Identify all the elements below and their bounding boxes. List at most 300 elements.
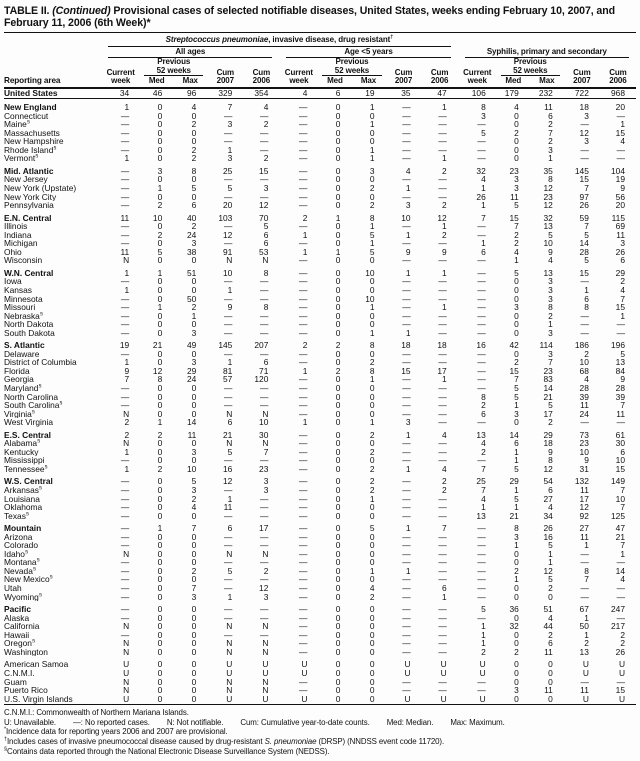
value-cell: 0 [157,221,163,232]
value-cell: 0 [514,583,519,594]
value-cell: 0 [335,165,341,176]
value-cell: 2 [157,229,163,240]
value-cell: U [440,659,447,670]
value-cell: 2 [620,629,625,640]
reporting-area-cell: Nebraska§ [4,311,43,321]
value-cell: 0 [157,319,163,330]
value-cell: — [299,391,308,402]
value-cell: — [477,531,486,542]
table-row [4,350,636,359]
value-cell: — [260,604,269,615]
value-cell: 17 [579,493,589,504]
value-cell: 1 [481,638,486,649]
value-cell: 0 [514,612,519,623]
value-cell: 14 [543,383,553,393]
value-cell: 3 [191,446,197,457]
value-cell: — [223,136,233,147]
value-cell: 1 [514,446,519,457]
value-cell: — [477,144,486,155]
value-cell: 145 [574,165,589,176]
title-part2: Provisional cases of selected notifiable diseases, United States, weeks ending February 10, 2007, and February 11, 2006 (6th Week)* [4,5,615,29]
footnote-marker: § [36,558,40,564]
value-cell: 50 [579,621,589,632]
value-cell: 8 [481,102,486,113]
table-row [4,401,636,410]
value-cell: 0 [157,502,163,513]
value-cell: — [402,531,411,542]
value-cell: — [260,612,269,623]
value-cell: 1 [442,374,447,385]
value-cell: — [299,438,308,449]
value-cell: — [438,685,447,696]
value-cell: 3 [191,238,197,249]
value-cell: 0 [369,191,375,202]
value-cell: — [438,604,447,615]
value-cell: 1 [335,212,341,223]
reporting-area-cell: Kansas [4,285,32,295]
value-cell: N [226,638,233,649]
value-cell: 21 [543,391,553,402]
value-cell: 0 [335,267,341,278]
value-cell: — [402,485,411,496]
reporting-area-cell: S. Atlantic [4,340,45,350]
value-cell: 7 [481,463,486,474]
value-cell: — [260,144,269,155]
value-cell: 10 [365,267,375,278]
value-cell: 0 [369,574,375,585]
value-cell: — [299,510,308,521]
value-cell: 2 [442,476,447,487]
value-cell: 0 [191,646,197,657]
value-cell: 4 [481,174,486,185]
table-row [4,231,636,240]
value-cell: 13 [476,429,486,440]
value-cell: — [438,510,447,521]
value-cell: 11 [580,485,589,496]
value-cell: — [402,574,411,585]
value-cell: — [402,284,411,295]
value-cell: 2 [157,429,163,440]
value-cell: 71 [259,365,269,376]
value-cell: 9 [124,365,130,376]
value-cell: — [438,629,447,640]
value-cell: 27 [543,493,553,504]
value-cell: 0 [369,548,375,559]
reporting-area-cell: American Samoa [4,659,69,669]
footnote-marker: § [37,439,41,445]
value-cell: 0 [157,612,163,623]
value-cell: 7 [620,400,625,411]
value-cell: — [299,476,308,487]
value-cell: 0 [335,531,341,542]
value-cell: — [616,557,625,568]
value-cell: — [260,191,269,202]
reporting-area-cell: Kentucky [4,447,39,457]
value-cell: 2 [369,357,375,368]
value-cell: 0 [369,174,375,185]
value-cell: 1 [157,302,163,313]
value-cell: — [260,540,269,551]
value-cell: 1 [442,267,447,278]
reporting-area-cell: Wyoming§ [4,592,42,602]
value-cell: 20 [615,102,625,113]
value-cell: 0 [191,284,197,295]
value-cell: 0 [191,408,197,419]
value-cell: 1 [514,574,519,585]
previous-52-weeks-header: Previous 52 weeks [140,58,207,76]
value-cell: 8 [157,374,163,385]
value-cell: — [299,629,308,640]
value-cell: — [580,557,589,568]
value-cell: 0 [514,136,519,147]
value-cell: 0 [157,455,163,466]
value-cell: — [580,676,589,687]
star-marker: * [4,726,7,733]
value-cell: — [223,221,233,232]
value-cell: 103 [218,212,233,223]
value-cell: — [477,348,486,359]
strep-header-spacer [458,35,636,47]
value-cell: 5 [514,383,519,393]
value-cell: 0 [191,276,197,287]
value-cell: 7 [263,446,269,457]
value-cell: 2 [369,446,375,457]
value-cell: 354 [243,88,279,99]
value-cell: — [402,612,411,623]
value-cell: 0 [335,646,341,657]
value-cell: — [438,565,447,576]
value-cell: 0 [335,502,341,513]
reporting-area-cell: Arizona [4,532,33,542]
value-cell: — [477,383,486,393]
value-cell: — [120,182,130,193]
value-cell: U [582,667,589,678]
reporting-area-cell: Pacific [4,604,32,614]
med-header: Med [148,76,165,85]
value-cell: 0 [335,136,341,147]
value-cell: 91 [223,246,233,257]
value-cell: 35 [543,165,553,176]
value-cell: — [477,119,486,130]
value-cell: 2 [548,119,553,130]
value-cell: 6 [548,110,553,121]
value-cell: 4 [263,102,269,113]
value-cell: 15 [509,365,519,376]
value-cell: 53 [259,246,269,257]
value-cell: 10 [579,446,589,457]
value-cell: 0 [514,629,519,640]
value-cell: — [299,502,308,513]
value-cell: 2 [369,182,375,193]
value-cell: 0 [335,621,341,632]
value-cell: 0 [191,174,197,185]
value-cell: 0 [157,638,163,649]
value-cell: — [477,548,486,559]
value-cell: — [402,383,411,393]
value-cell: N [123,621,130,632]
value-cell: 11 [580,400,589,411]
value-cell: 0 [191,574,197,585]
value-cell: — [120,583,130,594]
value-cell: 0 [191,255,197,266]
value-cell: 0 [497,695,530,705]
value-cell: — [120,383,130,393]
value-cell: 14 [186,417,197,428]
value-cell: 12 [543,200,553,211]
table-row [4,473,636,486]
value-cell: 0 [157,676,163,687]
reporting-area-cell: Wisconsin [4,256,43,265]
value-cell: N [123,638,130,649]
table-row [4,154,636,163]
value-cell: — [120,221,130,232]
value-cell: — [299,191,308,202]
value-cell: 44 [543,621,553,632]
value-cell: — [223,574,233,585]
value-cell: — [223,383,233,393]
value-cell: 70 [259,212,269,223]
table-row [4,201,636,210]
footnote-marker: § [38,384,42,390]
value-cell: 59 [579,212,589,223]
table-row [4,120,636,129]
value-cell: — [120,310,130,321]
title-part1: TABLE II. [4,5,53,17]
value-cell: 3 [514,531,519,542]
value-cell: — [299,408,308,419]
value-cell: 0 [514,659,519,670]
value-cell: 7 [620,540,625,551]
value-cell: 0 [335,485,341,496]
value-cell: — [438,119,447,130]
age-under5-header: Age <5 years [279,47,457,59]
value-cell: 18 [543,438,553,449]
value-cell: — [299,102,308,113]
value-cell: 0 [335,102,341,113]
value-cell: 3 [227,119,233,130]
value-cell: 29 [509,476,519,487]
value-cell: 0 [335,229,341,240]
value-cell: 6 [481,246,486,257]
reporting-area-cell: Michigan [4,239,38,248]
value-cell: — [477,293,486,304]
value-cell: U [404,659,411,670]
value-cell: 3 [263,591,269,602]
value-cell: 32 [509,621,519,632]
value-cell: 23 [259,463,269,474]
value-cell: 3 [263,182,269,193]
value-cell: — [580,276,589,287]
value-cell: 6 [263,357,269,368]
value-cell: 0 [191,676,197,687]
value-cell: 69 [615,221,625,232]
value-cell: 11 [616,229,625,240]
value-cell: 4 [620,136,625,147]
reporting-area-header: Reporting area [4,76,61,85]
value-cell: — [402,540,411,551]
value-cell: 0 [191,438,197,449]
value-cell: — [120,276,130,287]
value-cell: 5 [514,391,519,402]
value-cell: — [438,348,447,359]
footnote-abbreviations: U: Unavailable. —: No reported cases. N: Not notifiable. Cum: Cumulative year-to-date counts. Med: Median. Max: Maximum. [4,717,505,727]
value-cell: — [580,310,589,321]
value-cell: 2 [514,646,519,657]
value-cell: 92 [579,510,589,521]
value-cell: 19 [615,174,625,185]
value-cell: 329 [207,88,243,99]
value-cell: 2 [191,302,197,313]
value-cell: 5 [584,255,589,266]
value-cell: — [299,200,308,211]
value-cell: 2 [191,221,197,232]
value-cell: 0 [191,557,197,568]
value-cell: 3 [514,408,519,419]
value-cell: 0 [369,659,375,670]
value-cell: 0 [191,510,197,521]
value-cell: 17 [543,408,553,419]
value-cell: — [299,604,308,615]
value-cell: 34 [543,510,553,521]
value-cell: N [123,438,130,449]
strep-footnote-marker: † [390,34,394,41]
value-cell: — [438,182,447,193]
value-cell: 722 [564,88,600,99]
value-cell: — [260,127,269,138]
value-cell: — [120,229,130,240]
value-cell: 0 [369,676,375,687]
value-cell: 3 [514,302,519,313]
footnote-marker: § [26,120,30,126]
table-row [4,465,636,474]
value-cell: 1 [124,357,130,368]
value-cell: 3 [191,327,197,338]
value-cell: 2 [481,646,486,657]
reporting-area-cell: New York City [4,192,57,202]
value-cell: 0 [335,557,341,568]
value-cell: 4 [191,102,197,113]
value-cell: 0 [191,612,197,623]
value-cell: 30 [615,438,625,449]
reporting-area-cell: Louisiana [4,494,40,504]
table-row [4,222,636,231]
value-cell: — [299,267,308,278]
value-cell: 2 [124,417,130,428]
value-cell: — [299,310,308,321]
value-cell: N [123,676,130,687]
value-cell: 10 [259,417,269,428]
table-row [4,584,636,593]
value-cell: 1 [442,591,447,602]
value-cell: 29 [615,267,625,278]
value-cell: — [223,348,233,359]
value-cell: 0 [335,676,341,687]
value-cell: 1 [369,221,375,232]
value-cell: 0 [157,144,163,155]
value-cell: 6 [620,255,625,266]
value-cell: N [262,255,269,266]
cum-2007-header: Cum 2007 [394,67,413,85]
value-cell: 16 [223,463,233,474]
value-cell: 3 [481,110,486,121]
value-cell: 0 [335,383,341,393]
table-row [4,337,636,350]
value-cell: — [477,523,486,534]
value-cell: 3 [405,200,411,211]
value-cell: — [438,319,447,330]
value-cell: — [438,621,447,632]
value-cell: — [402,302,411,313]
value-cell: 40 [186,212,197,223]
med-header: Med [505,76,522,85]
value-cell: 0 [157,127,163,138]
value-cell: U [226,667,233,678]
value-cell: — [580,327,589,338]
value-cell: 96 [173,88,207,99]
footnote-marker: § [53,145,57,151]
value-cell: U [226,659,233,670]
table-row [4,129,636,138]
value-cell: 1 [481,182,486,193]
value-cell: — [438,238,447,249]
value-cell: 0 [335,540,341,551]
value-cell: N [262,685,269,696]
value-cell: 5 [369,229,375,240]
value-cell: 12 [152,365,163,376]
value-cell: 2 [584,638,589,649]
value-cell: 6 [227,523,233,534]
value-cell: 56 [615,191,625,202]
value-cell: 17 [259,523,269,534]
value-cell: 25 [476,476,486,487]
table-row [4,112,636,121]
value-cell: 0 [369,284,375,295]
value-cell: 1 [369,153,375,164]
reporting-area-cell: E.N. Central [4,212,52,223]
value-cell: 10 [401,212,411,223]
value-cell: 0 [157,659,163,670]
value-cell: 1 [124,267,130,278]
value-cell: 0 [157,685,163,696]
value-cell: 0 [514,153,519,164]
table-row [4,295,636,304]
table-row [4,495,636,504]
value-cell: — [223,557,233,568]
value-cell: — [438,408,447,419]
value-cell: 5 [369,523,375,534]
value-cell: 115 [611,212,625,223]
reporting-area-cell: E.S. Central [4,429,52,440]
reporting-area-cell: Indiana [4,230,32,240]
value-cell: 35 [386,88,422,99]
value-cell: 968 [600,88,636,99]
value-cell: 26 [615,246,625,257]
table-row [4,375,636,384]
value-cell: 7 [227,102,233,113]
value-cell: 1 [227,284,233,295]
value-cell: 5 [481,127,486,138]
value-cell: 0 [335,153,341,164]
reporting-area-cell: Mountain [4,523,42,533]
reporting-area-cell: Georgia [4,375,34,384]
value-cell: 5 [548,540,553,551]
value-cell: 5 [191,182,197,193]
value-cell: 1 [227,357,233,368]
value-cell: 4 [620,284,625,295]
value-cell: — [477,374,486,385]
value-cell: — [580,144,589,155]
value-cell: 1 [405,327,411,338]
